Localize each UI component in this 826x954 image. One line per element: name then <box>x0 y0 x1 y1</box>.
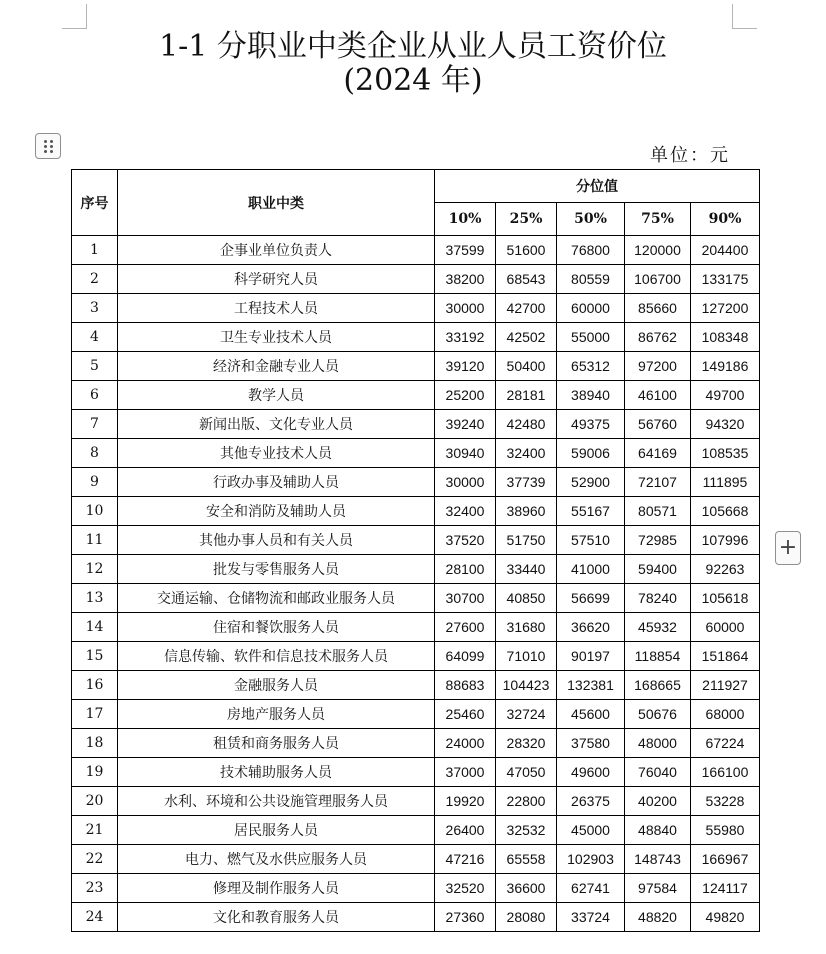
table-row <box>72 323 760 352</box>
cell-p90: 105618 <box>691 584 760 613</box>
table-row <box>72 526 760 555</box>
cell-p90: 94320 <box>691 410 760 439</box>
cell-p25: 32400 <box>496 439 557 468</box>
table-row <box>72 497 760 526</box>
cell-index: 6 <box>72 381 118 410</box>
cell-index: 14 <box>72 613 118 642</box>
cell-p25: 104423 <box>496 671 557 700</box>
cell-p90: 124117 <box>691 874 760 903</box>
cell-p50: 52900 <box>557 468 625 497</box>
header-category: 职业中类 <box>118 170 435 236</box>
cell-p90: 151864 <box>691 642 760 671</box>
cell-p25: 71010 <box>496 642 557 671</box>
cell-index: 16 <box>72 671 118 700</box>
header-p25: 25% <box>496 203 557 236</box>
cell-p90: 105668 <box>691 497 760 526</box>
cell-p75: 64169 <box>625 439 691 468</box>
cell-p50: 26375 <box>557 787 625 816</box>
cell-p10: 39240 <box>435 410 496 439</box>
cell-index: 5 <box>72 352 118 381</box>
cell-p10: 25200 <box>435 381 496 410</box>
table-row <box>72 265 760 294</box>
cell-p25: 51750 <box>496 526 557 555</box>
cell-index: 4 <box>72 323 118 352</box>
cell-p75: 106700 <box>625 265 691 294</box>
cell-index: 15 <box>72 642 118 671</box>
plus-icon: + <box>778 535 798 560</box>
header-p90: 90% <box>691 203 760 236</box>
cell-p75: 72985 <box>625 526 691 555</box>
cell-p10: 30000 <box>435 468 496 497</box>
cell-p10: 30700 <box>435 584 496 613</box>
unit-label: 单位：元 <box>650 145 730 166</box>
cell-p75: 86762 <box>625 323 691 352</box>
cell-p90: 149186 <box>691 352 760 381</box>
table-row <box>72 468 760 497</box>
table-row <box>72 294 760 323</box>
cell-category: 文化和教育服务人员 <box>118 903 435 932</box>
cell-p10: 47216 <box>435 845 496 874</box>
cell-p10: 28100 <box>435 555 496 584</box>
cell-p90: 133175 <box>691 265 760 294</box>
table-row <box>72 381 760 410</box>
cell-p50: 45600 <box>557 700 625 729</box>
table-row <box>72 555 760 584</box>
cell-p90: 211927 <box>691 671 760 700</box>
header-p75: 75% <box>625 203 691 236</box>
cell-p10: 37000 <box>435 758 496 787</box>
cell-p25: 22800 <box>496 787 557 816</box>
cell-p90: 108535 <box>691 439 760 468</box>
cell-p75: 46100 <box>625 381 691 410</box>
header-index: 序号 <box>72 170 118 236</box>
page-title: 1-1 分职业中类企业从业人员工资价位 <box>159 29 667 64</box>
cell-p10: 39120 <box>435 352 496 381</box>
cell-p50: 49375 <box>557 410 625 439</box>
cell-p25: 40850 <box>496 584 557 613</box>
table-row <box>72 816 760 845</box>
cell-p90: 53228 <box>691 787 760 816</box>
cell-index: 24 <box>72 903 118 932</box>
cell-category: 电力、燃气及水供应服务人员 <box>118 845 435 874</box>
cell-index: 23 <box>72 874 118 903</box>
cell-index: 7 <box>72 410 118 439</box>
cell-category: 企事业单位负责人 <box>118 236 435 265</box>
cell-p10: 25460 <box>435 700 496 729</box>
table-row <box>72 613 760 642</box>
cell-p50: 60000 <box>557 294 625 323</box>
table-row <box>72 439 760 468</box>
table-row <box>72 352 760 381</box>
cell-index: 21 <box>72 816 118 845</box>
cell-p10: 88683 <box>435 671 496 700</box>
crop-mark-top-left <box>62 4 87 29</box>
cell-category: 房地产服务人员 <box>118 700 435 729</box>
cell-p10: 32400 <box>435 497 496 526</box>
cell-category: 其他专业技术人员 <box>118 439 435 468</box>
cell-p75: 48000 <box>625 729 691 758</box>
cell-category: 水利、环境和公共设施管理服务人员 <box>118 787 435 816</box>
cell-category: 交通运输、仓储物流和邮政业服务人员 <box>118 584 435 613</box>
cell-p50: 90197 <box>557 642 625 671</box>
cell-p25: 32724 <box>496 700 557 729</box>
cell-p50: 38940 <box>557 381 625 410</box>
table-row <box>72 642 760 671</box>
cell-p90: 55980 <box>691 816 760 845</box>
cell-p25: 38960 <box>496 497 557 526</box>
cell-index: 17 <box>72 700 118 729</box>
cell-p10: 37520 <box>435 526 496 555</box>
cell-p10: 38200 <box>435 265 496 294</box>
table-row <box>72 671 760 700</box>
table-row <box>72 584 760 613</box>
table-row <box>72 845 760 874</box>
cell-category: 教学人员 <box>118 381 435 410</box>
cell-index: 13 <box>72 584 118 613</box>
cell-p10: 24000 <box>435 729 496 758</box>
table-drag-handle[interactable] <box>35 133 61 159</box>
cell-p90: 111895 <box>691 468 760 497</box>
cell-p50: 33724 <box>557 903 625 932</box>
table-body <box>72 236 760 932</box>
cell-p75: 148743 <box>625 845 691 874</box>
add-column-button[interactable] <box>775 531 801 565</box>
cell-p10: 30000 <box>435 294 496 323</box>
cell-p50: 45000 <box>557 816 625 845</box>
cell-p90: 92263 <box>691 555 760 584</box>
cell-p75: 59400 <box>625 555 691 584</box>
cell-p50: 55000 <box>557 323 625 352</box>
cell-p75: 78240 <box>625 584 691 613</box>
cell-p90: 67224 <box>691 729 760 758</box>
cell-p90: 166967 <box>691 845 760 874</box>
cell-category: 经济和金融专业人员 <box>118 352 435 381</box>
cell-p50: 132381 <box>557 671 625 700</box>
cell-p90: 107996 <box>691 526 760 555</box>
cell-index: 9 <box>72 468 118 497</box>
cell-p90: 60000 <box>691 613 760 642</box>
table-row <box>72 236 760 265</box>
cell-p75: 48820 <box>625 903 691 932</box>
cell-p50: 59006 <box>557 439 625 468</box>
cell-category: 金融服务人员 <box>118 671 435 700</box>
cell-p75: 120000 <box>625 236 691 265</box>
cell-category: 工程技术人员 <box>118 294 435 323</box>
cell-p10: 27600 <box>435 613 496 642</box>
cell-index: 22 <box>72 845 118 874</box>
cell-p75: 40200 <box>625 787 691 816</box>
cell-p75: 48840 <box>625 816 691 845</box>
cell-p75: 85660 <box>625 294 691 323</box>
cell-index: 1 <box>72 236 118 265</box>
cell-p25: 36600 <box>496 874 557 903</box>
cell-p10: 33192 <box>435 323 496 352</box>
cell-category: 其他办事人员和有关人员 <box>118 526 435 555</box>
cell-category: 修理及制作服务人员 <box>118 874 435 903</box>
cell-p50: 57510 <box>557 526 625 555</box>
cell-p50: 76800 <box>557 236 625 265</box>
table-row <box>72 700 760 729</box>
cell-p25: 33440 <box>496 555 557 584</box>
cell-p50: 102903 <box>557 845 625 874</box>
cell-index: 18 <box>72 729 118 758</box>
cell-p50: 80559 <box>557 265 625 294</box>
cell-p25: 37739 <box>496 468 557 497</box>
cell-p10: 26400 <box>435 816 496 845</box>
cell-p25: 50400 <box>496 352 557 381</box>
cell-p90: 49820 <box>691 903 760 932</box>
cell-p75: 97200 <box>625 352 691 381</box>
cell-p75: 45932 <box>625 613 691 642</box>
cell-p25: 28181 <box>496 381 557 410</box>
cell-p75: 72107 <box>625 468 691 497</box>
cell-p10: 32520 <box>435 874 496 903</box>
cell-p50: 36620 <box>557 613 625 642</box>
cell-index: 2 <box>72 265 118 294</box>
header-percentile-group: 分位值 <box>435 170 760 203</box>
cell-p25: 65558 <box>496 845 557 874</box>
cell-p90: 127200 <box>691 294 760 323</box>
cell-category: 租赁和商务服务人员 <box>118 729 435 758</box>
table-row <box>72 874 760 903</box>
cell-index: 12 <box>72 555 118 584</box>
cell-p75: 118854 <box>625 642 691 671</box>
cell-p25: 28320 <box>496 729 557 758</box>
cell-p75: 80571 <box>625 497 691 526</box>
cell-p25: 28080 <box>496 903 557 932</box>
cell-p50: 41000 <box>557 555 625 584</box>
cell-index: 10 <box>72 497 118 526</box>
cell-category: 卫生专业技术人员 <box>118 323 435 352</box>
cell-p50: 37580 <box>557 729 625 758</box>
cell-p10: 64099 <box>435 642 496 671</box>
cell-p50: 65312 <box>557 352 625 381</box>
table-row <box>72 903 760 932</box>
cell-index: 3 <box>72 294 118 323</box>
cell-p75: 56760 <box>625 410 691 439</box>
crop-mark-top-right <box>732 4 757 29</box>
cell-p90: 204400 <box>691 236 760 265</box>
cell-p90: 108348 <box>691 323 760 352</box>
cell-p25: 51600 <box>496 236 557 265</box>
cell-p75: 50676 <box>625 700 691 729</box>
cell-category: 住宿和餐饮服务人员 <box>118 613 435 642</box>
cell-category: 行政办事及辅助人员 <box>118 468 435 497</box>
cell-p75: 168665 <box>625 671 691 700</box>
cell-category: 安全和消防及辅助人员 <box>118 497 435 526</box>
cell-p25: 42700 <box>496 294 557 323</box>
cell-p50: 56699 <box>557 584 625 613</box>
cell-p10: 37599 <box>435 236 496 265</box>
cell-p25: 31680 <box>496 613 557 642</box>
cell-p10: 19920 <box>435 787 496 816</box>
cell-p25: 68543 <box>496 265 557 294</box>
cell-p50: 62741 <box>557 874 625 903</box>
cell-category: 新闻出版、文化专业人员 <box>118 410 435 439</box>
cell-category: 居民服务人员 <box>118 816 435 845</box>
cell-p75: 76040 <box>625 758 691 787</box>
cell-p50: 49600 <box>557 758 625 787</box>
table-row <box>72 758 760 787</box>
cell-index: 8 <box>72 439 118 468</box>
table-row <box>72 729 760 758</box>
cell-category: 技术辅助服务人员 <box>118 758 435 787</box>
cell-category: 科学研究人员 <box>118 265 435 294</box>
cell-index: 11 <box>72 526 118 555</box>
header-p50: 50% <box>557 203 625 236</box>
cell-p25: 42502 <box>496 323 557 352</box>
cell-category: 信息传输、软件和信息技术服务人员 <box>118 642 435 671</box>
cell-p90: 166100 <box>691 758 760 787</box>
page-subtitle-year: (2024 年) <box>343 63 483 98</box>
cell-p90: 68000 <box>691 700 760 729</box>
cell-p75: 97584 <box>625 874 691 903</box>
cell-category: 批发与零售服务人员 <box>118 555 435 584</box>
cell-index: 20 <box>72 787 118 816</box>
cell-p90: 49700 <box>691 381 760 410</box>
cell-p10: 27360 <box>435 903 496 932</box>
table-row <box>72 787 760 816</box>
header-p10: 10% <box>435 203 496 236</box>
table-row <box>72 410 760 439</box>
cell-p25: 32532 <box>496 816 557 845</box>
cell-p10: 30940 <box>435 439 496 468</box>
cell-index: 19 <box>72 758 118 787</box>
cell-p25: 42480 <box>496 410 557 439</box>
drag-dots-icon <box>44 140 53 153</box>
cell-p25: 47050 <box>496 758 557 787</box>
cell-p50: 55167 <box>557 497 625 526</box>
wage-table <box>71 169 760 932</box>
